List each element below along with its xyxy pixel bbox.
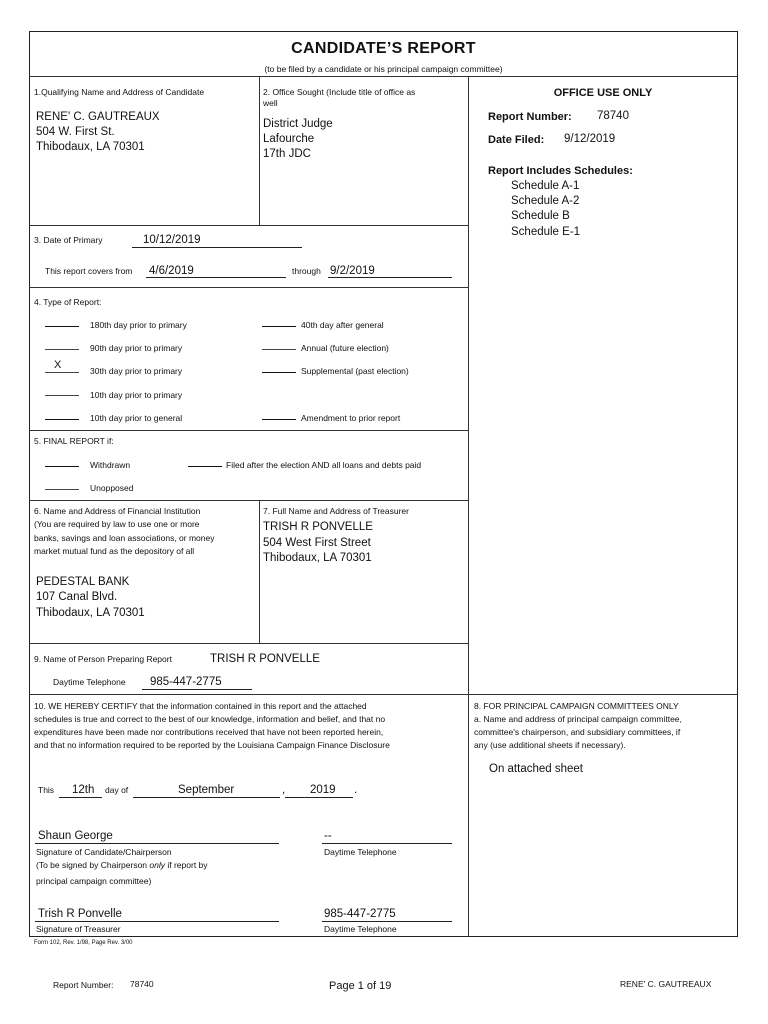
sec8-line1: 8. FOR PRINCIPAL CAMPAIGN COMMITTEES ONLY [474,701,679,711]
office-use-heading: OFFICE USE ONLY [553,87,653,99]
schedule-item: Schedule A-1 [511,180,580,192]
office-report-number-label: Report Number: [488,111,572,123]
footer-report-number-label: Report Number: [53,980,114,990]
bank-address2: Thibodaux, LA 70301 [36,607,145,619]
day-of-label: day of [105,785,129,795]
form-subtitle: (to be filed by a candidate or his principal campaign committee) [264,64,503,74]
sec4-label: 4. Type of Report: [34,297,102,307]
covers-from-date: 4/6/2019 [149,265,194,277]
footer-candidate-name: RENE' C. GAUTREAUX [620,979,712,989]
certify-line2: schedules is true and correct to the best of our knowledge, information and belief, and that no [34,714,386,724]
sec6-top-divider [29,500,468,501]
report-type-option: 40th day after general [301,320,384,330]
office-date-filed-label: Date Filed: [488,134,545,146]
final-report-blank [45,466,79,467]
candidate-phone-line [322,843,452,844]
certify-year: 2019 [310,784,336,796]
year-underline [285,797,353,798]
chairperson-note-emphasis: only [149,860,165,870]
report-type-option: Supplemental (past election) [301,366,409,376]
sec9-phone-label: Daytime Telephone [53,677,126,687]
report-type-option: Amendment to prior report [301,413,401,423]
withdrawn-option: Withdrawn [90,460,131,470]
primary-date: 10/12/2019 [143,234,201,246]
report-type-option: 10th day prior to general [90,413,183,423]
treasurer-signature-line [35,921,279,922]
sec8-value: On attached sheet [489,763,583,775]
sec8-line2: a. Name and address of principal campaign committee, [474,714,682,724]
candidate-phone-label: Daytime Telephone [324,847,397,857]
report-type-blank [262,326,296,327]
treasurer-address1: 504 West First Street [263,537,371,549]
schedule-item: Schedule A-2 [511,195,580,207]
sec6-sec7-divider [259,500,260,643]
sec4-top-divider [29,287,468,288]
candidate-signature-label: Signature of Candidate/Chairperson [36,847,172,857]
final-report-blank [188,466,222,467]
sec6-note-line1: (You are required by law to use one or more [34,519,200,529]
treasurer-phone-line [322,921,452,922]
report-type-blank [262,349,296,350]
bank-address1: 107 Canal Blvd. [36,591,118,603]
candidate-name: RENE' C. GAUTREAUX [36,111,160,123]
report-type-blank [45,419,79,420]
candidate-signature-line [35,843,279,844]
report-type-blank [45,372,79,373]
office-report-number: 78740 [597,110,629,122]
report-type-option: 10th day prior to primary [90,390,183,400]
candidate-phone: -- [324,830,332,842]
chairperson-note-line2: principal campaign committee) [36,876,152,886]
footer-page-number: Page 1 of 19 [329,980,392,992]
primary-date-underline [132,247,302,248]
sec10-top-divider [29,694,738,695]
sec2-label-line2: well [263,98,278,108]
through-date-underline [328,277,452,278]
report-type-option: 180th day prior to primary [90,320,187,330]
header-divider [29,76,738,77]
chairperson-note-pre: (To be signed by Chairperson [36,860,150,870]
footer-report-number: 78740 [130,979,154,989]
sec7-label: 7. Full Name and Address of Treasurer [263,506,409,516]
covers-through-date: 9/2/2019 [330,265,375,277]
year-period: . [354,784,358,796]
month-underline [133,797,280,798]
office-schedules-label: Report Includes Schedules: [488,165,633,177]
chairperson-note-post: if report by [165,860,208,870]
report-type-checked-mark: X [54,359,62,371]
final-report-blank [45,489,79,490]
this-label: This [38,785,55,795]
sec9-label: 9. Name of Person Preparing Report [34,654,172,664]
unopposed-option: Unopposed [90,483,134,493]
treasurer-name: TRISH R PONVELLE [263,521,373,533]
sec8-line4: any (use additional sheets if necessary). [474,740,626,750]
through-label: through [292,266,321,276]
covers-label: This report covers from [45,266,133,276]
certify-line3: expenditures have been made nor contributions received that have not been reported herein, [34,727,384,737]
form-revision: Form 102, Rev. 1/98, Page Rev. 3/00 [34,940,133,946]
treasurer-signature-label: Signature of Treasurer [36,924,121,934]
filed-after-option: Filed after the election AND all loans and debts paid [226,460,422,470]
schedule-item: Schedule E-1 [511,226,581,238]
report-type-blank [45,395,79,396]
treasurer-address2: Thibodaux, LA 70301 [263,552,372,564]
sec6-label: 6. Name and Address of Financial Institution [34,506,201,516]
certify-line4: and that no information required to be reported by the Louisiana Campaign Finance Disclosure [34,740,390,750]
sec3-label: 3. Date of Primary [34,235,103,245]
report-type-blank [262,372,296,373]
sec5-label: 5. FINAL REPORT if: [34,436,114,446]
column-divider [468,76,469,937]
preparer-name: TRISH R PONVELLE [210,653,320,665]
office-date-filed: 9/12/2019 [564,133,616,145]
chairperson-note-line1 [36,860,208,871]
report-type-option: Annual (future election) [301,343,389,353]
form-title: CANDIDATE’S REPORT [291,40,476,57]
from-date-underline [146,277,286,278]
report-type-option: 30th day prior to primary [90,366,183,376]
report-type-option: 90th day prior to primary [90,343,183,353]
candidate-address1: 504 W. First St. [36,126,115,138]
bank-name: PEDESTAL BANK [36,576,130,588]
day-underline [59,797,102,798]
treasurer-phone: 985-447-2775 [324,908,396,920]
sec1-label: 1.Qualifying Name and Address of Candidate [34,87,205,97]
treasurer-signature: Trish R Ponvelle [38,908,122,920]
schedule-item: Schedule B [511,210,570,222]
preparer-phone: 985-447-2775 [150,676,222,688]
sec3-top-divider [29,225,468,226]
sec2-label-line1: 2. Office Sought (Include title of office as [263,87,416,97]
sec1-sec2-divider [259,76,260,225]
certify-month: September [178,784,235,796]
report-type-blank [45,326,79,327]
sec5-top-divider [29,430,468,431]
sec6-note-line2: banks, savings and loan associations, or money [34,533,215,543]
office-sought-2: Lafourche [263,133,315,145]
report-type-blank [262,419,296,420]
sec9-top-divider [29,643,468,644]
preparer-phone-underline [142,689,252,690]
office-sought-1: District Judge [263,118,333,130]
certify-line1: 10. WE HEREBY CERTIFY that the information contained in this report and the attached [34,701,367,711]
office-sought-3: 17th JDC [263,148,311,160]
month-comma: , [282,784,286,796]
report-type-blank [45,349,79,350]
sec8-line3: committee's chairperson, and subsidiary committees, if [474,727,681,737]
sec6-note-line3: market mutual fund as the depository of all [34,546,195,556]
treasurer-phone-label: Daytime Telephone [324,924,397,934]
candidate-signature: Shaun George [38,830,113,842]
certify-day: 12th [72,784,95,796]
candidate-address2: Thibodaux, LA 70301 [36,141,145,153]
